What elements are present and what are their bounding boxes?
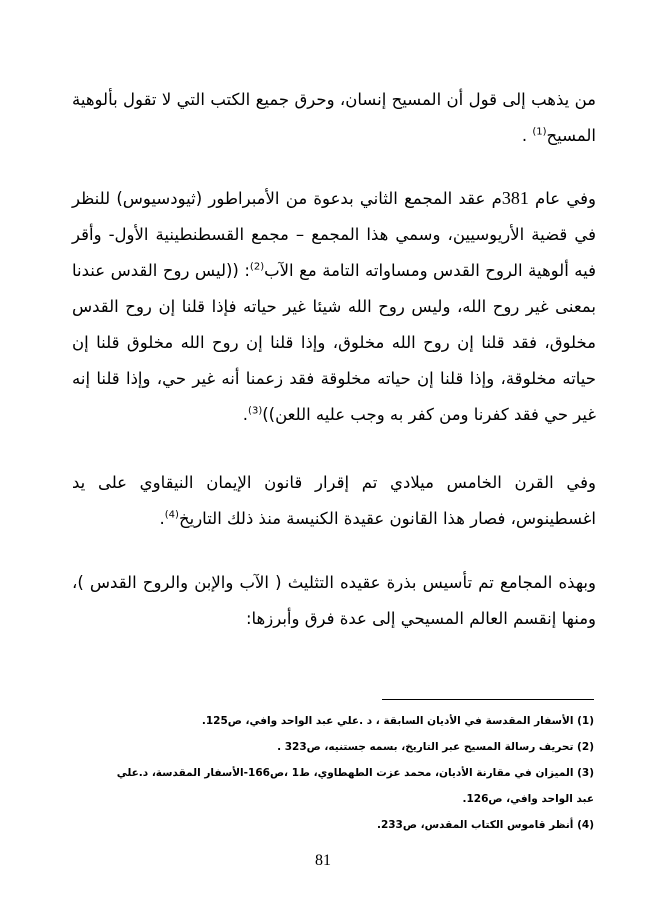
paragraph-2-end: . <box>242 405 249 424</box>
footnote-ref-3: (3) <box>248 405 263 417</box>
paragraph-1-text: من يذهب إلى قول أن المسيح إنسان، وحرق جميع الكتب التي لا تقول بألوهية المسيح <box>72 90 596 145</box>
footnote-3: (3) الميزان في مقارنة الأديان، محمد عزت الطهطاوي، ط1 ،ص166-الأسفار المقدسة، د.علي <box>116 767 594 779</box>
page-body <box>72 82 596 637</box>
footnote-ref-4: (4) <box>164 509 179 521</box>
paragraph-2 <box>72 180 596 433</box>
paragraph-3 <box>72 465 596 537</box>
footnote-1: (1) الأسفار المقدسة في الأديان السابقة ، د .علي عبد الواحد وافي، ص125. <box>201 715 594 727</box>
footnote-3-continued: عبد الواحد وافي، ص126. <box>462 793 594 805</box>
footnote-2: (2) تحريف رسالة المسيح عبر التاريخ، بسمه جستنيه، ص323 . <box>277 741 594 753</box>
paragraph-2-text-c: : ((ليس روح القدس عندنا بمعنى غير روح الله، وليس روح الله شيئا غير حياته فإذا قلنا إن روح القدس مخلوق، فقد قلنا إن روح الله مخلوق، وإذا قلنا إن روح الله مخلوق قلنا إن حياته مخلوقة، وإذا قلنا إن حياته مخلوقة فقد زعمنا أنه غير حي، وإذا قلنا إنه غير حي فقد كفرنا ومن كفر به وجب عليه اللعن)) <box>72 261 596 424</box>
paragraph-4 <box>72 565 596 637</box>
paragraph-1-end: . <box>521 126 533 145</box>
footnote-ref-1: (1) <box>532 126 547 138</box>
paragraph-1 <box>72 82 596 154</box>
footnotes <box>60 708 594 838</box>
paragraph-3-text: وفي القرن الخامس ميلادي تم إقرار قانون الإيمان النيقاوي على يد اغسطينوس، فصار هذا القانون عقيدة الكنيسة منذ ذلك التاريخ <box>72 473 596 528</box>
year-number: 381 <box>501 188 529 208</box>
paragraph-2-text-a: وفي عام <box>528 189 596 208</box>
paragraph-2-text-b: م عقد المجمع الثاني بدعوة من الأمبراطور (ثيودسيوس) للنظر في قضية الأريوسيين، وسمي هذا المجمع – مجمع القسطنطينية الأول- وأقر فيه ألوهية الروح القدس ومساواته التامة مع الآب <box>72 189 596 280</box>
paragraph-3-end: . <box>159 509 165 528</box>
footnote-ref-2: (2) <box>249 261 265 273</box>
footnote-divider <box>382 699 594 700</box>
paragraph-4-text: وبهذه المجامع تم تأسيس بذرة عقيده التثليث ( الآب والإبن والروح القدس )، ومنها إنقسم العالم المسيحي إلى عدة فرق وأبرزها: <box>72 573 596 628</box>
footnote-4: (4) أنظر قاموس الكتاب المقدس، ص233. <box>376 819 594 831</box>
page-number: 81 <box>315 852 331 869</box>
